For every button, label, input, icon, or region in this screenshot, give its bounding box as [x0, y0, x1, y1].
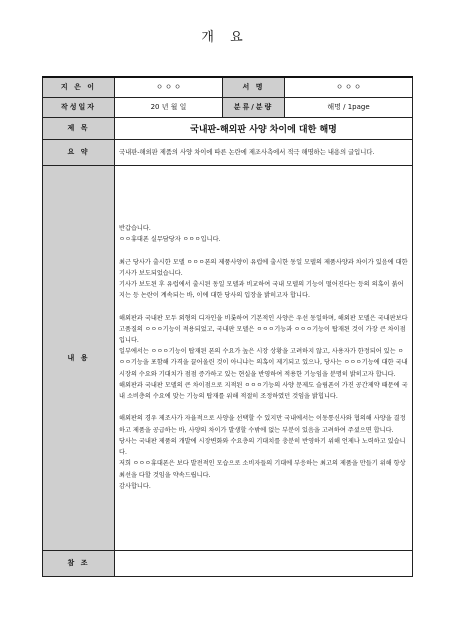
content-paragraph: 최근 당사가 출시한 모델 ㅇㅇㅇ폰의 제품사양이 유럽에 출시한 동일 모델의 제품사양과 차이가 있음에 대한 기사가 보도되었습니다. [119, 258, 408, 277]
date-label: 작성일자 [43, 97, 115, 117]
content-paragraph: 해외판과 국내판 모두 외형의 디자인을 비롯하여 기본적인 사양은 우선 동일하며, 해외판 모델은 국내판보다 고품질의 ㅇㅇㅇ기능이 적용되었고, 국내판 모델은 ㅇㅇㅇ기능과 ㅇㅇㅇ기능이 탑재된 것이 가장 큰 차이점입니다. [119, 314, 408, 345]
content-greeting: 반갑습니다. [119, 225, 151, 233]
content-paragraph: 해외판과 국내판 모델의 큰 차이점으로 지적된 ㅇㅇㅇ기능의 사양 문제도 슬림폰이 가진 공간제약 때문에 국내 소비층의 수요에 맞는 기능의 탑재를 위해 적절히 조정하였던 것임을 밝힙니다. [119, 381, 408, 401]
reference-value[interactable] [115, 550, 413, 576]
author-value[interactable]: ㅇ ㅇ ㅇ [115, 77, 223, 97]
content-paragraph: 저희 ㅇㅇㅇ휴대폰은 보다 발전적인 모습으로 소비자들의 기대에 부응하는 최고의 제품을 만들기 위해 항상 최선을 다할 것임을 약속드립니다. [119, 460, 406, 479]
author-row [43, 77, 413, 97]
content-paragraph: 기사가 보도된 후 유럽에서 출시된 동일 모델과 비교하여 국내 모델의 기능이 떨어진다는 등의 의혹이 붉어지는 등 논란이 계속되는 바, 이에 대한 당사의 입장을 밝히고자 합니다. [119, 281, 404, 300]
reference-row [43, 550, 413, 576]
document-title: 개 요 [201, 30, 249, 45]
summary-row [43, 139, 413, 165]
summary-form [42, 76, 413, 577]
summary-value[interactable]: 국내판-해외판 제품의 사양 차이에 따른 논란에 제조사측에서 적극 해명하는 내용의 글입니다. [115, 139, 413, 165]
date-row [43, 97, 413, 117]
reference-label: 참 조 [43, 550, 115, 576]
approver-value[interactable]: ㅇ ㅇ ㅇ [285, 77, 413, 97]
subject-value[interactable]: 국내판-해외판 사양 차이에 대한 해명 [115, 117, 413, 139]
category-label: 분류/분량 [223, 97, 285, 117]
category-value[interactable]: 해명 / 1page [285, 97, 413, 117]
subject-row [43, 117, 413, 139]
author-label: 지 은 이 [43, 77, 115, 97]
content-paragraph: 당사는 국내판 제품의 개발에 시장변화와 수요층의 기대치를 충분히 반영하기 위해 언제나 노력하고 있습니다. [119, 437, 406, 457]
content-closing: 감사합니다. [119, 482, 151, 490]
content-row [43, 165, 413, 550]
content-body[interactable] [115, 165, 413, 550]
approver-label: 서 명 [223, 77, 285, 97]
subject-label: 제 목 [43, 117, 115, 139]
content-paragraph: 해외판의 경우 제조사가 자율적으로 사양을 선택할 수 있지만 국내에서는 이동통신사와 협의해 사양을 결정하고 제품을 공급하는 바, 사양의 차이가 발생할 수밖에 없는 부분이 있음을 고려하여 주셨으면 합니다. [119, 415, 406, 434]
summary-label: 요 약 [43, 139, 115, 165]
content-label: 내 용 [43, 165, 115, 550]
content-intro: ㅇㅇ휴대폰 실무담당자 ㅇㅇㅇ입니다. [119, 236, 221, 244]
content-paragraph: 일부에서는 ㅇㅇㅇ기능이 탑재된 폰의 수요가 높은 시장 상황을 고려하지 않고, 사용자가 한정되어 있는 ㅇㅇㅇ기능을 포함해 가격을 끌어올린 것이 아니냐는 의혹이 제기되고 있으나, 당사는 ㅇㅇㅇ기능에 대한 국내 시장의 수요와 기대치가 점점 증가하고 있는 현실을 반영하여 적용한 기능임을 분명히 밝히고자 합니다. [119, 348, 408, 378]
date-value[interactable]: 20 년 월 일 [115, 97, 223, 117]
